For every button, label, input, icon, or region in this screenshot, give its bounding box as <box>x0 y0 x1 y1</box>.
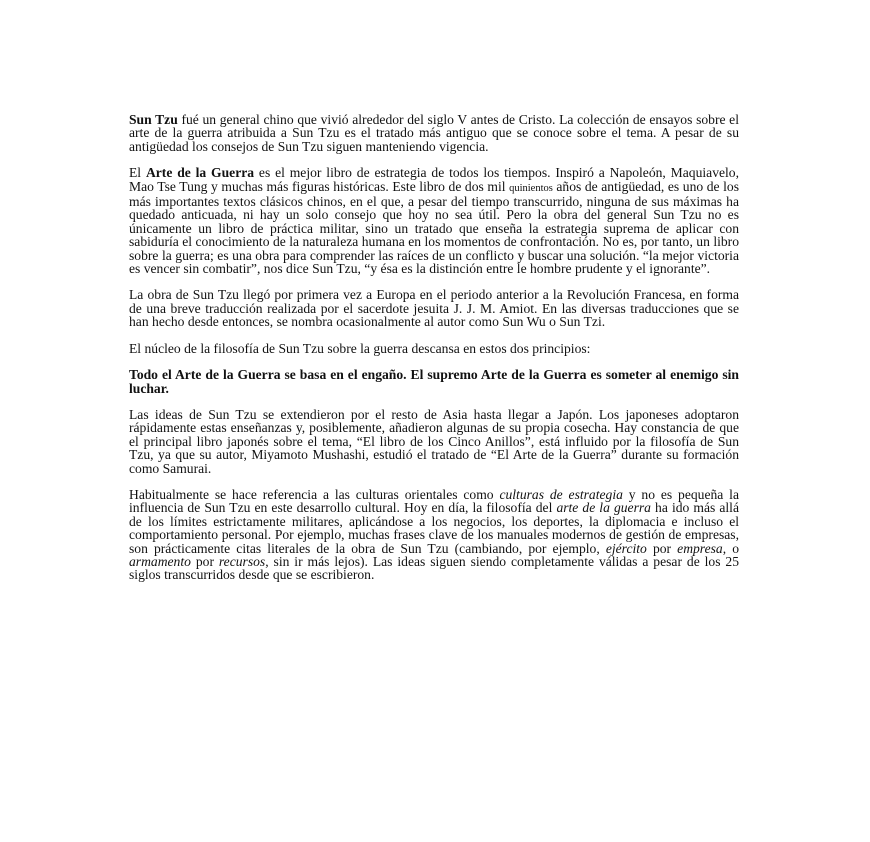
paragraph-principles-intro: El núcleo de la filosofía de Sun Tzu sobre la guerra descansa en estos dos principios: <box>129 340 591 356</box>
paragraph-intro <box>129 113 739 153</box>
culture-i3: ejército <box>605 540 647 556</box>
paragraph-europe: La obra de Sun Tzu llegó por primera vez a Europa en el periodo anterior a la Revolución Francesa, en forma de una breve traducción realizada por el sacerdote jesuita J. J. M. Amiot. En las diversas traducciones que se han hecho desde entonces, se nombra ocasionalmente al autor como Sun Wu o Sun Tzi. <box>129 287 739 330</box>
culture-i6: recursos <box>218 553 266 569</box>
culture-i1: culturas de estrategia <box>499 486 623 502</box>
paragraph-art-of-war <box>129 166 739 275</box>
culture-s4: por <box>646 540 678 556</box>
art-of-war-post: años de antigüedad, es uno de los más importantes textos clásicos chinos, en el que, a pesar del tiempo transcurrido, ninguna de sus máximas ha quedado anticuada, ni hay un solo consejo que hoy no sea útil. Pero la obra del general Sun Tzu no es únicamente un libro de práctica militar, sino un tratado que enseña la estrategia suprema de aplicar con sabiduría el conocimiento de la naturaleza humana en los momentos de confrontación. No es, por tanto, un libro sobre la guerra; es una obra para comprender las raíces de un conflicto y buscar una solución. “la mejor victoria es vencer sin combatir”, nos dice Sun Tzu, “y ésa es la distinción entre le hombre prudente y el ignorante”. <box>129 178 739 277</box>
paragraph-japan: Las ideas de Sun Tzu se extendieron por el resto de Asia hasta llegar a Japón. Los japoneses adoptaron rápidamente estas enseñanzas y, posiblemente, añadieron algunas de su propia cosecha. Hay constancia de que el principal libro japonés sobre el tema, “El libro de los Cinco Anillos”, está influido por la filosofía de Sun Tzu, ya que su autor, Miyamoto Mushashi, estudió el tratado de “El Arte de la Guerra” durante su formación como Samurai. <box>129 406 739 476</box>
art-of-war-pre: El <box>129 165 146 181</box>
author-name: Sun Tzu <box>129 112 178 127</box>
art-of-war-small: quinientos <box>509 182 553 194</box>
paragraph-principles: Todo el Arte de la Guerra se basa en el engaño. El supremo Arte de la Guerra es someter al enemigo sin luchar. <box>129 367 739 396</box>
culture-i2: arte de la guerra <box>556 500 651 516</box>
culture-i4: empresa <box>677 540 723 556</box>
culture-s2: y no es pequeña la influencia de Sun Tzu en este desarrollo cultural. Hoy en día, la filosofía del <box>129 486 739 516</box>
culture-s5: , o <box>722 540 740 556</box>
intro-text: fué un general chino que vivió alrededor del siglo V antes de Cristo. La colección de ensayos sobre el arte de la guerra atribuida a Sun Tzu es el tratado más antiguo que se conoce sobre el tema. A pesar de su antigüedad los consejos de Sun Tzu siguen manteniendo vigencia. <box>129 112 739 154</box>
culture-s6: por <box>190 553 219 569</box>
paragraph-culture <box>129 488 739 582</box>
document-page <box>129 113 739 595</box>
culture-i5: armamento <box>129 553 191 569</box>
culture-s1: Habitualmente se hace referencia a las culturas orientales como <box>129 486 500 502</box>
art-of-war-title: Arte de la Guerra <box>145 165 255 181</box>
culture-s7: , sin ir más lejos). Las ideas siguen siendo completamente válidas a pesar de los 25 siglos transcurridos desde que se escribieron. <box>129 553 740 583</box>
culture-s3: ha ido más allá de los límites estrictamente militares, aplicándose a los negocios, los deportes, la diplomacia e incluso el comportamiento personal. Por ejemplo, muchas frases clave de los manuales modernos de gestión de empresas, son prácticamente citas literales de la obra de Sun Tzu (cambiando, por ejemplo, <box>129 500 739 556</box>
art-of-war-mid: es el mejor libro de estrategia de todos los tiempos. Inspiró a Napoleón, Maquiavelo, Mao Tse Tung y muchas más figuras históricas. Este libro de dos mil <box>129 165 740 194</box>
